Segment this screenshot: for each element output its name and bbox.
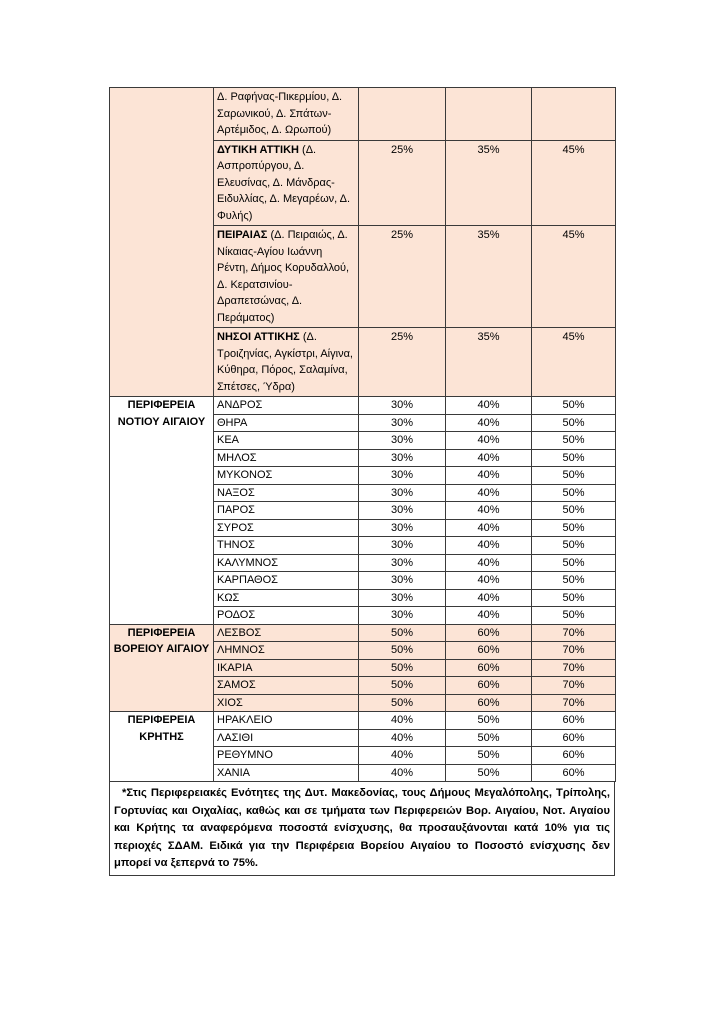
- area-cell: ΚΑΛΥΜΝΟΣ: [214, 554, 359, 572]
- document-page: [109, 87, 615, 876]
- area-cell: ΣΥΡΟΣ: [214, 519, 359, 537]
- table-row: [110, 624, 616, 642]
- area-cell: ΜΥΚΟΝΟΣ: [214, 467, 359, 485]
- rate-cell-v3: 50%: [532, 519, 616, 537]
- rate-cell-v3: 50%: [532, 432, 616, 450]
- rate-cell-v3: 50%: [532, 449, 616, 467]
- rate-cell-v3: 50%: [532, 502, 616, 520]
- rate-cell-v3: 45%: [532, 140, 616, 226]
- rate-cell-v1: 30%: [359, 397, 446, 415]
- area-cell: ΧΙΟΣ: [214, 694, 359, 712]
- region-name-cell: ΠΕΡΙΦΕΡΕΙΑ ΒΟΡΕΙΟΥ ΑΙΓΑΙΟΥ: [110, 624, 214, 712]
- rate-cell-v1: 50%: [359, 624, 446, 642]
- rate-cell-v1: 30%: [359, 414, 446, 432]
- region-name-cell: ΠΕΡΙΦΕΡΕΙΑ ΝΟΤΙΟΥ ΑΙΓΑΙΟΥ: [110, 397, 214, 625]
- rate-cell-v3: 60%: [532, 729, 616, 747]
- rate-cell-v2: 35%: [446, 226, 532, 328]
- rate-cell-v3: 60%: [532, 747, 616, 765]
- aid-rate-table: [109, 87, 616, 782]
- area-cell: ΗΡΑΚΛΕΙΟ: [214, 712, 359, 730]
- rate-cell-v2: 40%: [446, 519, 532, 537]
- area-cell: [214, 328, 359, 397]
- table-row: [110, 397, 616, 415]
- rate-cell-v3: 50%: [532, 572, 616, 590]
- area-cell: [214, 226, 359, 328]
- rate-cell-v1: 30%: [359, 589, 446, 607]
- area-title: ΝΗΣΟΙ ΑΤΤΙΚΗΣ: [217, 331, 300, 343]
- rate-cell-v3: 60%: [532, 712, 616, 730]
- rate-cell-v1: 30%: [359, 432, 446, 450]
- rate-cell-v1: 50%: [359, 694, 446, 712]
- rate-cell-v3: 70%: [532, 677, 616, 695]
- rate-cell-v1: 30%: [359, 502, 446, 520]
- rate-cell-v2: 40%: [446, 449, 532, 467]
- rate-cell-v3: 50%: [532, 467, 616, 485]
- rate-cell-v1: 30%: [359, 519, 446, 537]
- area-cell: [214, 88, 359, 141]
- rate-cell-v1: 50%: [359, 677, 446, 695]
- footnote: *Στις Περιφερειακές Ενότητες της Δυτ. Μακεδονίας, τους Δήμους Μεγαλόπολης, Τρίπολης, Γορτυνίας και Οιχαλίας, καθώς και σε τμήματα των Περιφερειών Βορ. Αιγαίου, Νοτ. Αιγαίου και Κρήτης τα αναφερόμενα ποσοστά ενίσχυσης, θα προσαυξάνονται κατά 10% για τις περιοχές ΣΔΑΜ. Ειδικά για την Περιφέρεια Βορείου Αιγαίου το Ποσοστό ενίσχυσης δεν μπορεί να ξεπερνά το 75%.: [109, 782, 615, 876]
- rate-cell-v2: 40%: [446, 589, 532, 607]
- rate-cell-v2: 50%: [446, 729, 532, 747]
- region-cell: [110, 88, 214, 397]
- area-cell: ΚΩΣ: [214, 589, 359, 607]
- rate-cell-v1: 40%: [359, 764, 446, 782]
- area-cell: ΚΑΡΠΑΘΟΣ: [214, 572, 359, 590]
- area-cell: ΡΕΘΥΜΝΟ: [214, 747, 359, 765]
- rate-cell-v1: 40%: [359, 712, 446, 730]
- rate-cell-v3: 50%: [532, 397, 616, 415]
- area-cell: ΣΑΜΟΣ: [214, 677, 359, 695]
- area-municipalities: (Δ. Πειραιώς, Δ. Νίκαιας-Αγίου Ιωάννη Ρέντη, Δήμος Κορυδαλλού, Δ. Κερατσινίου-Δραπετσώνας, Δ. Περάματος): [217, 229, 350, 324]
- area-municipalities: (Δ. Τροιζηνίας, Αγκίστρι, Αίγινα, Κύθηρα, Πόρος, Σαλαμίνα, Σπέτσες, Ύδρα): [217, 331, 353, 393]
- area-title: ΔΥΤΙΚΗ ΑΤΤΙΚΗ: [217, 143, 299, 156]
- area-cell: ΡΟΔΟΣ: [214, 607, 359, 625]
- area-cell: ΑΝΔΡΟΣ: [214, 397, 359, 415]
- rate-cell-v2: [446, 88, 532, 141]
- area-cell: ΠΑΡΟΣ: [214, 502, 359, 520]
- region-name-cell: ΠΕΡΙΦΕΡΕΙΑ ΚΡΗΤΗΣ: [110, 712, 214, 782]
- rate-cell-v2: 40%: [446, 397, 532, 415]
- rate-cell-v2: 50%: [446, 712, 532, 730]
- rate-cell-v2: 35%: [446, 328, 532, 397]
- rate-cell-v2: 40%: [446, 414, 532, 432]
- rate-cell-v2: 40%: [446, 554, 532, 572]
- rate-cell-v3: 50%: [532, 607, 616, 625]
- area-cell: ΛΑΣΙΘΙ: [214, 729, 359, 747]
- rate-cell-v1: [359, 88, 446, 141]
- area-title: ΠΕΙΡΑΙΑΣ: [217, 229, 268, 241]
- rate-cell-v1: 30%: [359, 537, 446, 555]
- rate-cell-v1: 30%: [359, 572, 446, 590]
- rate-cell-v2: 40%: [446, 537, 532, 555]
- rate-cell-v3: 50%: [532, 537, 616, 555]
- rate-cell-v1: 40%: [359, 729, 446, 747]
- rate-cell-v1: 30%: [359, 554, 446, 572]
- rate-cell-v1: 25%: [359, 226, 446, 328]
- rate-cell-v2: 60%: [446, 694, 532, 712]
- area-cell: ΛΕΣΒΟΣ: [214, 624, 359, 642]
- table-row: [110, 712, 616, 730]
- rate-cell-v2: 40%: [446, 607, 532, 625]
- rate-cell-v3: 50%: [532, 484, 616, 502]
- area-cell: ΜΗΛΟΣ: [214, 449, 359, 467]
- rate-cell-v1: 50%: [359, 642, 446, 660]
- area-municipalities: (Δ. Ασπροπύργου, Δ. Ελευσίνας, Δ. Μάνδρας-Ειδυλλίας, Δ. Μεγαρέων, Δ. Φυλής): [217, 143, 351, 222]
- rate-cell-v2: 60%: [446, 659, 532, 677]
- area-cell: ΝΑΞΟΣ: [214, 484, 359, 502]
- rate-cell-v2: 40%: [446, 432, 532, 450]
- rate-cell-v3: 70%: [532, 694, 616, 712]
- rate-cell-v3: 70%: [532, 659, 616, 677]
- rate-cell-v2: 40%: [446, 572, 532, 590]
- rate-cell-v3: 45%: [532, 328, 616, 397]
- rate-cell-v2: 60%: [446, 677, 532, 695]
- area-cell: ΛΗΜΝΟΣ: [214, 642, 359, 660]
- area-cell: ΧΑΝΙΑ: [214, 764, 359, 782]
- rate-cell-v2: 60%: [446, 642, 532, 660]
- rate-cell-v1: 50%: [359, 659, 446, 677]
- area-cell: ΙΚΑΡΙΑ: [214, 659, 359, 677]
- rate-cell-v1: 25%: [359, 140, 446, 226]
- rate-cell-v3: 50%: [532, 589, 616, 607]
- area-cell: ΘΗΡΑ: [214, 414, 359, 432]
- area-cell: ΚΕΑ: [214, 432, 359, 450]
- rate-cell-v3: [532, 88, 616, 141]
- rate-cell-v1: 25%: [359, 328, 446, 397]
- rate-cell-v2: 40%: [446, 467, 532, 485]
- rate-cell-v2: 35%: [446, 140, 532, 226]
- rate-cell-v2: 60%: [446, 624, 532, 642]
- rate-cell-v2: 40%: [446, 484, 532, 502]
- rate-cell-v2: 50%: [446, 764, 532, 782]
- rate-cell-v3: 50%: [532, 554, 616, 572]
- rate-cell-v1: 30%: [359, 449, 446, 467]
- rate-cell-v3: 50%: [532, 414, 616, 432]
- table-row: [110, 88, 616, 141]
- rate-cell-v1: 30%: [359, 467, 446, 485]
- rate-cell-v1: 30%: [359, 484, 446, 502]
- rate-cell-v3: 70%: [532, 624, 616, 642]
- rate-cell-v3: 60%: [532, 764, 616, 782]
- area-cell: ΤΗΝΟΣ: [214, 537, 359, 555]
- area-cell: [214, 140, 359, 226]
- rate-cell-v1: 40%: [359, 747, 446, 765]
- rate-cell-v3: 70%: [532, 642, 616, 660]
- area-municipalities: Δ. Ραφήνας-Πικερμίου, Δ. Σαρωνικού, Δ. Σπάτων-Αρτέμιδος, Δ. Ωρωπού): [217, 91, 343, 136]
- rate-cell-v3: 45%: [532, 226, 616, 328]
- rate-cell-v2: 40%: [446, 502, 532, 520]
- rate-cell-v1: 30%: [359, 607, 446, 625]
- rate-cell-v2: 50%: [446, 747, 532, 765]
